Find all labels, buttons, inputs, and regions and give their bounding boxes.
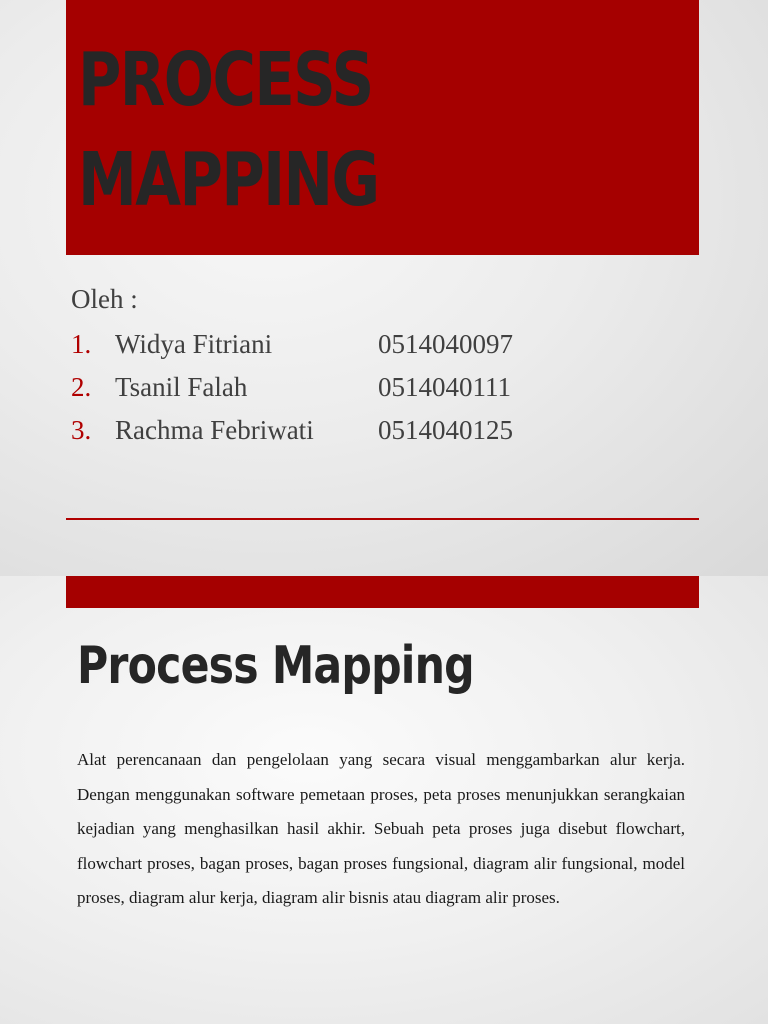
title-band xyxy=(66,0,699,255)
author-number: 3. xyxy=(71,415,92,445)
author-number: 2. xyxy=(71,372,92,402)
author-number: 1. xyxy=(71,329,92,359)
author-name: Tsanil Falah xyxy=(115,372,248,402)
slide-title-line-1: PROCESS xyxy=(78,37,373,123)
by-label: Oleh : xyxy=(71,284,138,314)
author-name: Widya Fitriani xyxy=(115,329,273,359)
author-row xyxy=(71,366,691,409)
author-id: 0514040125 xyxy=(378,415,513,445)
author-row xyxy=(71,409,691,452)
author-id: 0514040111 xyxy=(378,372,511,402)
author-id: 0514040097 xyxy=(378,329,513,359)
section-title: Process Mapping xyxy=(77,636,474,696)
content-slide xyxy=(0,576,768,1024)
slide-title xyxy=(78,30,378,230)
top-band xyxy=(66,576,699,608)
author-list xyxy=(71,280,691,452)
divider-line xyxy=(66,518,699,520)
slide-title-line-2: MAPPING xyxy=(78,137,379,223)
author-name: Rachma Febriwati xyxy=(115,415,314,445)
author-row xyxy=(71,323,691,366)
body-paragraph: Alat perencanaan dan pengelolaan yang secara visual menggambarkan alur kerja. Dengan menggunakan software pemetaan proses, peta proses menunjukkan serangkaian kejadian yang menghasilkan hasil akhir. Sebuah peta proses juga disebut flowchart, flowchart proses, bagan proses, bagan proses fungsional, diagram alir fungsional, model proses, diagram alur kerja, diagram alir bisnis atau diagram alir proses. xyxy=(77,750,685,907)
